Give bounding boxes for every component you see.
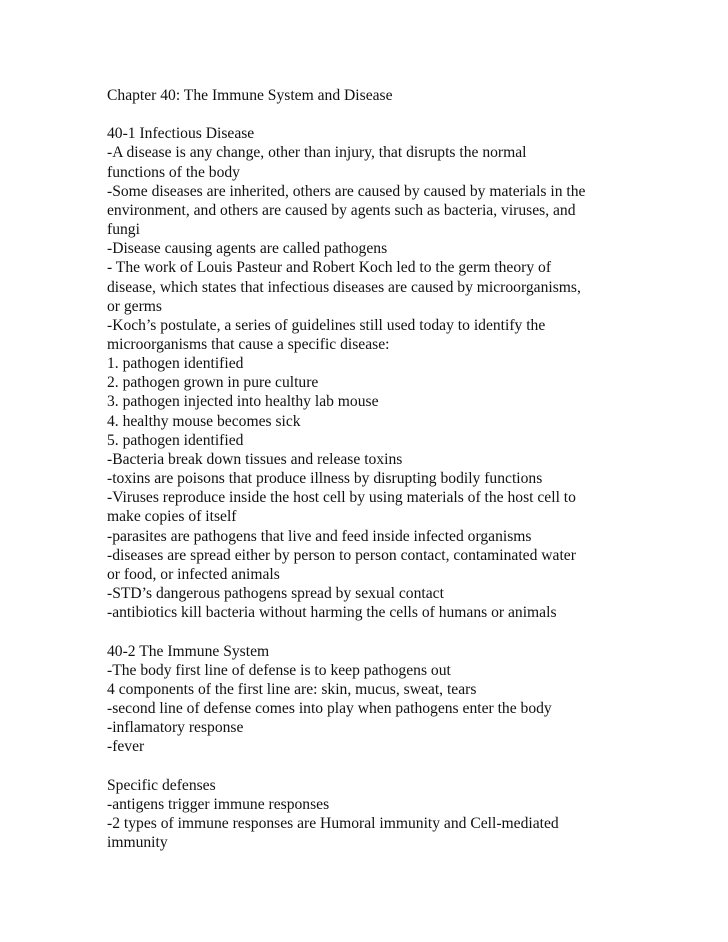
text-line: - The work of Louis Pasteur and Robert Koch led to the germ theory of: [107, 259, 552, 277]
text-line: -Some diseases are inherited, others are caused by caused by materials in the: [107, 182, 586, 200]
text-line: -parasites are pathogens that live and feed inside infected organisms: [107, 527, 532, 545]
paragraph-gap: [107, 105, 627, 124]
text-line: -STD’s dangerous pathogens spread by sexual contact: [107, 585, 444, 603]
text-line: -Koch’s postulate, a series of guidelines still used today to identify the: [107, 316, 546, 334]
text-line: -Viruses reproduce inside the host cell by using materials of the host cell to: [107, 489, 576, 507]
paragraph-gap: [107, 622, 627, 641]
text-line: -toxins are poisons that produce illness by disrupting bodily functions: [107, 470, 543, 488]
list-item: 3. pathogen injected into healthy lab mouse: [107, 393, 379, 411]
text-line: -2 types of immune responses are Humoral immunity and Cell-mediated: [107, 814, 559, 832]
section-specific-defenses: [107, 776, 627, 853]
text-line: -The body first line of defense is to keep pathogens out: [107, 661, 451, 679]
section-heading: Specific defenses: [107, 776, 216, 794]
list-item: 5. pathogen identified: [107, 431, 244, 449]
text-line: -second line of defense comes into play when pathogens enter the body: [107, 699, 552, 717]
list-item: 4. healthy mouse becomes sick: [107, 412, 301, 430]
text-line: -antigens trigger immune responses: [107, 795, 330, 813]
section-heading: 40-2 The Immune System: [107, 642, 270, 660]
list-item: 2. pathogen grown in pure culture: [107, 374, 319, 392]
text-line: functions of the body: [107, 163, 240, 181]
text-line: or food, or infected animals: [107, 565, 280, 583]
document-title: Chapter 40: The Immune System and Disease: [107, 87, 393, 104]
text-line: make copies of itself: [107, 508, 237, 526]
text-line: -Bacteria break down tissues and release toxins: [107, 450, 403, 468]
text-line: -antibiotics kill bacteria without harming the cells of humans or animals: [107, 604, 557, 622]
section-infectious-disease: [107, 124, 627, 622]
text-line: or germs: [107, 297, 162, 315]
text-line: -fever: [107, 738, 145, 756]
section-heading: 40-1 Infectious Disease: [107, 125, 255, 143]
text-line: 4 components of the first line are: skin, mucus, sweat, tears: [107, 680, 477, 698]
text-line: -Disease causing agents are called pathogens: [107, 240, 388, 258]
text-line: -diseases are spread either by person to person contact, contaminated water: [107, 546, 576, 564]
text-line: immunity: [107, 834, 168, 852]
text-line: fungi: [107, 221, 140, 239]
paragraph-gap: [107, 756, 627, 775]
text-line: -A disease is any change, other than injury, that disrupts the normal: [107, 144, 527, 162]
document-page: [107, 86, 627, 852]
text-line: disease, which states that infectious diseases are caused by microorganisms,: [107, 278, 581, 296]
text-line: -inflamatory response: [107, 719, 244, 737]
text-line: environment, and others are caused by agents such as bacteria, viruses, and: [107, 201, 576, 219]
list-item: 1. pathogen identified: [107, 355, 244, 373]
text-line: microorganisms that cause a specific disease:: [107, 336, 390, 354]
section-immune-system: [107, 642, 627, 757]
